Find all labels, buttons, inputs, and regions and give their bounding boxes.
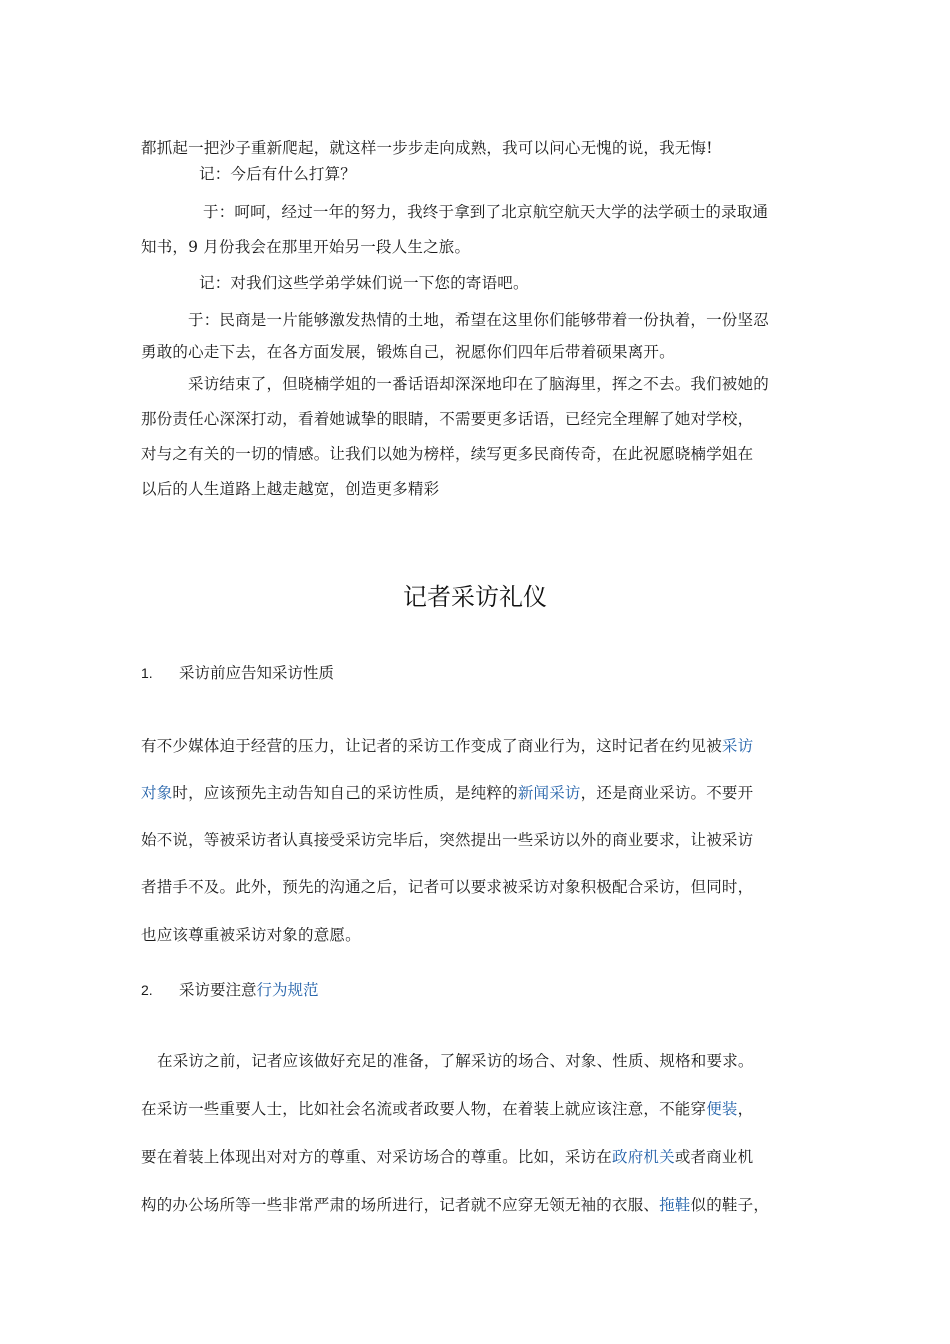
paragraph-line: 者措手不及。此外，预先的沟通之后，记者可以要求被采访对象积极配合采访，但同时， bbox=[141, 878, 754, 896]
paragraph-line bbox=[141, 736, 753, 756]
paragraph-line bbox=[141, 1147, 753, 1167]
paragraph-line bbox=[141, 1195, 769, 1215]
link-duixiang[interactable]: 对象 bbox=[141, 784, 173, 802]
text-segment: ， bbox=[737, 1100, 754, 1118]
text-segment: 似的鞋子， bbox=[690, 1196, 770, 1214]
paragraph-line bbox=[141, 783, 753, 803]
paragraph-line: 勇敢的心走下去，在各方面发展，锻炼自己，祝愿你们四年后带着硕果离开。 bbox=[141, 343, 675, 361]
paragraph-line: 都抓起一把沙子重新爬起，就这样一步步走向成熟，我可以问心无愧的说，我无悔! bbox=[141, 139, 713, 157]
paragraph-line: 知书，9 月份我会在那里开始另一段人生之旅。 bbox=[141, 238, 471, 256]
paragraph-line: 始不说，等被采访者认真接受采访完毕后，突然提出一些采访以外的商业要求，让被采访 bbox=[141, 831, 754, 849]
paragraph-line: 于：呵呵，经过一年的努力，我终于拿到了北京航空航天大学的法学硕士的录取通 bbox=[203, 203, 769, 221]
section-heading bbox=[179, 980, 319, 1000]
paragraph-line: 在采访之前，记者应该做好充足的准备，了解采访的场合、对象、性质、规格和要求。 bbox=[157, 1052, 754, 1070]
list-number: 2. bbox=[141, 982, 153, 998]
link-slippers[interactable]: 拖鞋 bbox=[659, 1196, 691, 1214]
text-segment: 或者商业机 bbox=[674, 1148, 754, 1166]
paragraph-line bbox=[141, 1099, 753, 1119]
text-segment: 要在着装上体现出对对方的尊重、对采访场合的尊重。比如，采访在 bbox=[141, 1148, 613, 1166]
paragraph-line: 以后的人生道路上越走越宽，创造更多精彩 bbox=[141, 480, 440, 498]
text-segment: 构的办公场所等一些非常严肃的场所进行，记者就不应穿无领无袖的衣服、 bbox=[141, 1196, 660, 1214]
paragraph-line: 记：今后有什么打算？ bbox=[199, 165, 357, 183]
list-number: 1. bbox=[141, 665, 153, 681]
text-segment: 时，应该预先主动告知自己的采访性质，是纯粹的 bbox=[172, 784, 518, 802]
paragraph-line: 于：民商是一片能够激发热情的土地，希望在这里你们能够带着一份执着，一份坚忍 bbox=[188, 311, 769, 329]
paragraph-line: 那份责任心深深打动，看着她诚挚的眼睛，不需要更多话语，已经完全理解了她对学校， bbox=[141, 410, 754, 428]
paragraph-line: 记：对我们这些学弟学妹们说一下您的寄语吧。 bbox=[199, 274, 529, 292]
paragraph-line: 采访结束了，但晓楠学姐的一番话语却深深地印在了脑海里，挥之不去。我们被她的 bbox=[188, 375, 769, 393]
text-segment: 在采访一些重要人士，比如社会名流或者政要人物，在着装上就应该注意，不能穿 bbox=[141, 1100, 707, 1118]
link-behavior-norms[interactable]: 行为规范 bbox=[256, 981, 319, 999]
text-segment: 采访要注意 bbox=[179, 981, 257, 999]
section-heading: 采访前应告知采访性质 bbox=[179, 664, 335, 682]
article-title: 记者采访礼仪 bbox=[403, 583, 547, 611]
text-segment: 有不少媒体迫于经营的压力，让记者的采访工作变成了商业行为，这时记者在约见被 bbox=[141, 737, 722, 755]
link-caifang[interactable]: 采访 bbox=[721, 737, 754, 755]
link-casual-wear[interactable]: 便装 bbox=[706, 1100, 738, 1118]
link-news-interview[interactable]: 新闻采访 bbox=[517, 784, 581, 802]
paragraph-line: 对与之有关的一切的情感。让我们以她为榜样，续写更多民商传奇，在此祝愿晓楠学姐在 bbox=[141, 445, 754, 463]
text-segment: ，还是商业采访。不要开 bbox=[580, 784, 754, 802]
link-government-agency[interactable]: 政府机关 bbox=[612, 1148, 675, 1166]
paragraph-line: 也应该尊重被采访对象的意愿。 bbox=[141, 926, 361, 944]
